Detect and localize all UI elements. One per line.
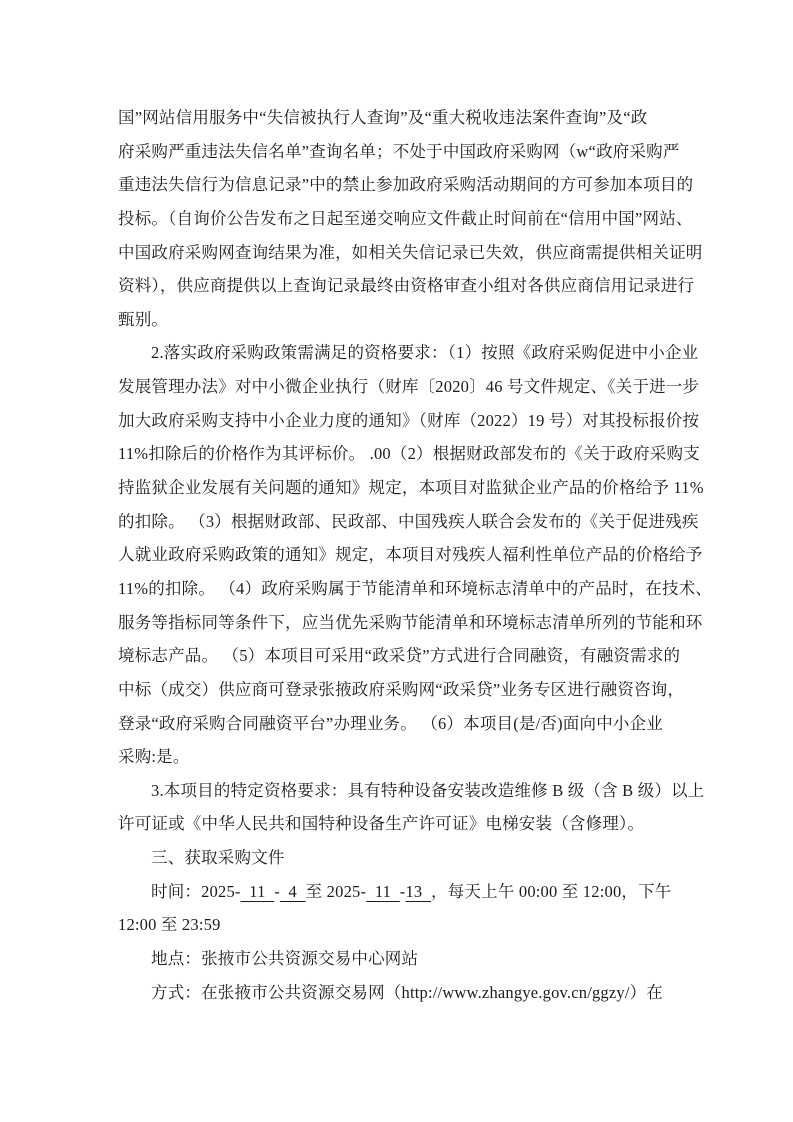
text-line: 中国政府采购网查询结果为准，如相关失信记录已失效，供应商需提供相关证明: [118, 242, 703, 262]
section-heading: 三、获取采购文件: [151, 848, 285, 868]
text-line: 方式：在张掖市公共资源交易网（http://www.zhangye.gov.cn/ggzy/）在: [151, 982, 664, 1002]
text-line: [118, 875, 694, 909]
text-line: 府采购严重违法失信名单”查询名单；不处于中国政府采购网（w“政府采购严: [118, 141, 680, 161]
text-line: 发展管理办法》对中小微企业执行（财库〔2020〕46 号文件规定、《关于进一步: [118, 377, 700, 397]
text-segment: -: [274, 881, 280, 901]
text-line: 重违法失信行为信息记录”中的禁止参加政府采购活动期间的方可参加本项目的: [118, 175, 694, 195]
text-line: 境标志产品。 （5）本项目可采用“政采贷”方式进行合同融资，有融资需求的: [118, 646, 681, 666]
text-line: 的扣除。 （3）根据财政部、民政部、中国残疾人联合会发布的《关于促进残疾: [118, 511, 699, 531]
text-line: 12:00 至 23:59: [118, 915, 221, 935]
text-segment: 时间：2025-: [151, 881, 241, 901]
text-line: 11%的扣除。 （4）政府采购属于节能清单和环境标志清单中的产品时，在技术、: [118, 578, 713, 598]
text-line: 2.落实政府采购政策需满足的资格要求：（1）按照《政府采购促进中小企业: [151, 343, 699, 363]
text-segment: 至 2025-: [305, 881, 367, 901]
text-line: 投标。（自询价公告发布之日起至递交响应文件截止时间前在“信用中国”网站、: [118, 208, 693, 228]
date-blank-value: 4: [279, 881, 306, 901]
text-segment: -: [399, 881, 406, 901]
date-blank-value: 11: [240, 881, 275, 901]
text-line: 地点：张掖市公共资源交易中心网站: [151, 949, 419, 969]
date-blank-value: 13: [405, 881, 432, 901]
text-line: 采购:是。: [118, 747, 190, 767]
text-line: 持监狱企业发展有关问题的通知》规定，本项目对监狱企业产品的价格给予 11%: [118, 478, 704, 498]
text-line: 人就业政府采购政策的通知》规定，本项目对残疾人福利性单位产品的价格给予: [118, 545, 703, 565]
text-line: 中标（成交）供应商可登录张掖政府采购网“政采贷”业务专区进行融资咨询，: [118, 679, 685, 699]
text-line: 11%扣除后的价格作为其评标价。 .00（2）根据财政部发布的《关于政府采购支: [118, 444, 700, 464]
document-body: [118, 101, 713, 1009]
text-line: 3.本项目的特定资格要求：具有特种设备安装改造维修 B 级（含 B 级）以上: [151, 780, 705, 800]
text-line: 甄别。: [118, 309, 169, 329]
text-line: 许可证或《中华人民共和国特种设备生产许可证》电梯安装（含修理）。: [118, 814, 645, 834]
text-line: 服务等指标同等条件下，应当优先采购节能清单和环境标志清单所列的节能和环: [118, 612, 703, 632]
text-line: 资料），供应商提供以上查询记录最终由资格审查小组对各供应商信用记录进行: [118, 276, 695, 296]
text-line: 登录“政府采购合同融资平台”办理业务。 （6）本项目(是/否)面向中小企业: [118, 713, 663, 733]
text-segment: ，每天上午 00:00 至 12:00，下午: [431, 881, 672, 901]
text-line: 国”网站信用服务中“失信被执行人查询”及“重大税收违法案件查询”及“政: [118, 108, 648, 127]
text-line: 加大政府采购支持中小企业力度的通知》（财库（2022）19 号）对其投标报价按: [118, 410, 700, 430]
date-blank-value: 11: [366, 881, 400, 901]
